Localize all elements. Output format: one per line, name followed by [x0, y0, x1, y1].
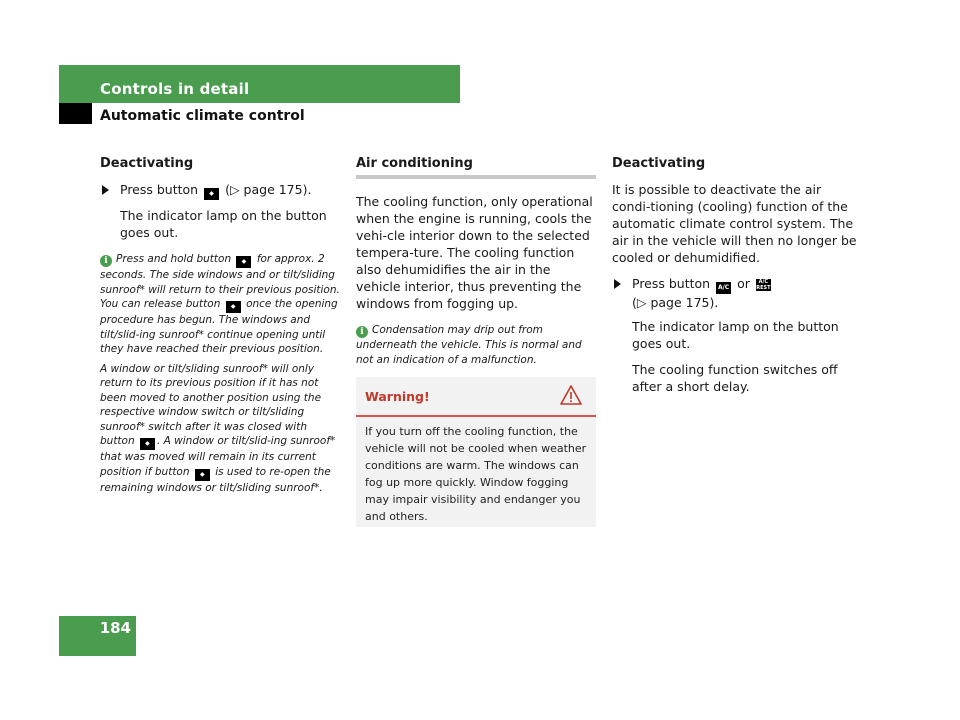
- step-press-button: [612, 275, 857, 311]
- header-tab: [59, 103, 92, 124]
- note-paragraph: [356, 323, 596, 367]
- step-press-button: [100, 181, 340, 200]
- page-subtitle: Automatic climate control: [100, 108, 305, 124]
- note-text: . A window or tilt/slid-ing sunroof* that was moved will remain in its current position if button: [100, 435, 336, 478]
- air-conditioning-heading: Air conditioning: [356, 155, 596, 179]
- warning-triangle-icon: [560, 385, 582, 405]
- column-middle: [356, 155, 596, 372]
- warning-box: [356, 377, 596, 527]
- air-recirculation-button-icon: ◆: [195, 469, 210, 481]
- warning-title: Warning!: [365, 389, 430, 404]
- air-recirculation-button-icon: ◆: [226, 301, 241, 313]
- note-text: Condensation may drip out from underneath the vehicle. This is normal and not an indication of a malfunction.: [356, 324, 582, 366]
- section-title: Controls in detail: [100, 80, 250, 98]
- step-text: Press button: [632, 276, 711, 291]
- note-text: A window or tilt/sliding sunroof* will only return to its previous position if it has not been moved to another position using the respective window switch or tilt/sliding sunroof* switch after it was closed with button: [100, 362, 322, 447]
- bullet-arrow-icon: [614, 279, 621, 289]
- air-recirculation-button-icon: ◆: [140, 438, 155, 450]
- result-text: The indicator lamp on the button goes out.: [120, 208, 327, 240]
- note-paragraph: [100, 362, 340, 496]
- note-text: Press and hold button: [116, 253, 232, 265]
- note-text: once the opening procedure has begun. The windows and tilt/slid-ing sunroof* continue opening until they have reached their previous position.: [100, 298, 338, 355]
- air-recirculation-button-icon: ◆: [236, 256, 251, 268]
- result-text: The indicator lamp on the button goes out.: [632, 319, 839, 351]
- warning-header: [356, 377, 596, 417]
- body-text: The cooling function, only operational when the engine is running, cools the vehi-cle interior down to the selected tempera-ture. The cooling function also dehumidifies the air in the vehicle interior, thus preventing the windows from fogging up.: [356, 194, 593, 311]
- note-text: is used to re-open the remaining windows or tilt/sliding sunroof*.: [100, 465, 331, 494]
- page-number: 184: [99, 619, 131, 637]
- column-right: [612, 155, 857, 404]
- info-icon: i: [356, 326, 368, 338]
- result-text: The cooling function switches off after a short delay.: [632, 362, 838, 394]
- step-text: or: [737, 276, 750, 291]
- column-left: [100, 155, 340, 500]
- page-reference: (▷ page 175).: [632, 295, 719, 310]
- warning-body: If you turn off the cooling function, the vehicle will not be cooled when weather conditions are warm. The windows can fog up more quickly. Window fogging may impair visibility and endanger you and others.: [365, 425, 587, 523]
- deactivating-heading: Deactivating: [612, 156, 706, 171]
- note-paragraph: [100, 252, 340, 357]
- air-recirculation-button-icon: ◆: [204, 188, 219, 200]
- info-icon: i: [100, 255, 112, 267]
- deactivating-heading: Deactivating: [100, 156, 194, 171]
- info-note: [100, 252, 340, 495]
- note-text: for approx. 2 seconds. The side windows and or tilt/sliding sunroof* will return to their previous position. You can release button: [100, 253, 340, 310]
- step-text: Press button: [120, 182, 199, 197]
- info-note: [356, 323, 596, 367]
- ac-button-icon: A/C: [716, 282, 731, 294]
- ac-rest-button-icon: A/C REST: [756, 279, 771, 291]
- page-reference: (▷ page 175).: [225, 182, 312, 197]
- bullet-arrow-icon: [102, 185, 109, 195]
- body-text: It is possible to deactivate the air condi-tioning (cooling) function of the automatic climate control system. The air in the vehicle will then no longer be cooled or dehumidified.: [612, 182, 857, 265]
